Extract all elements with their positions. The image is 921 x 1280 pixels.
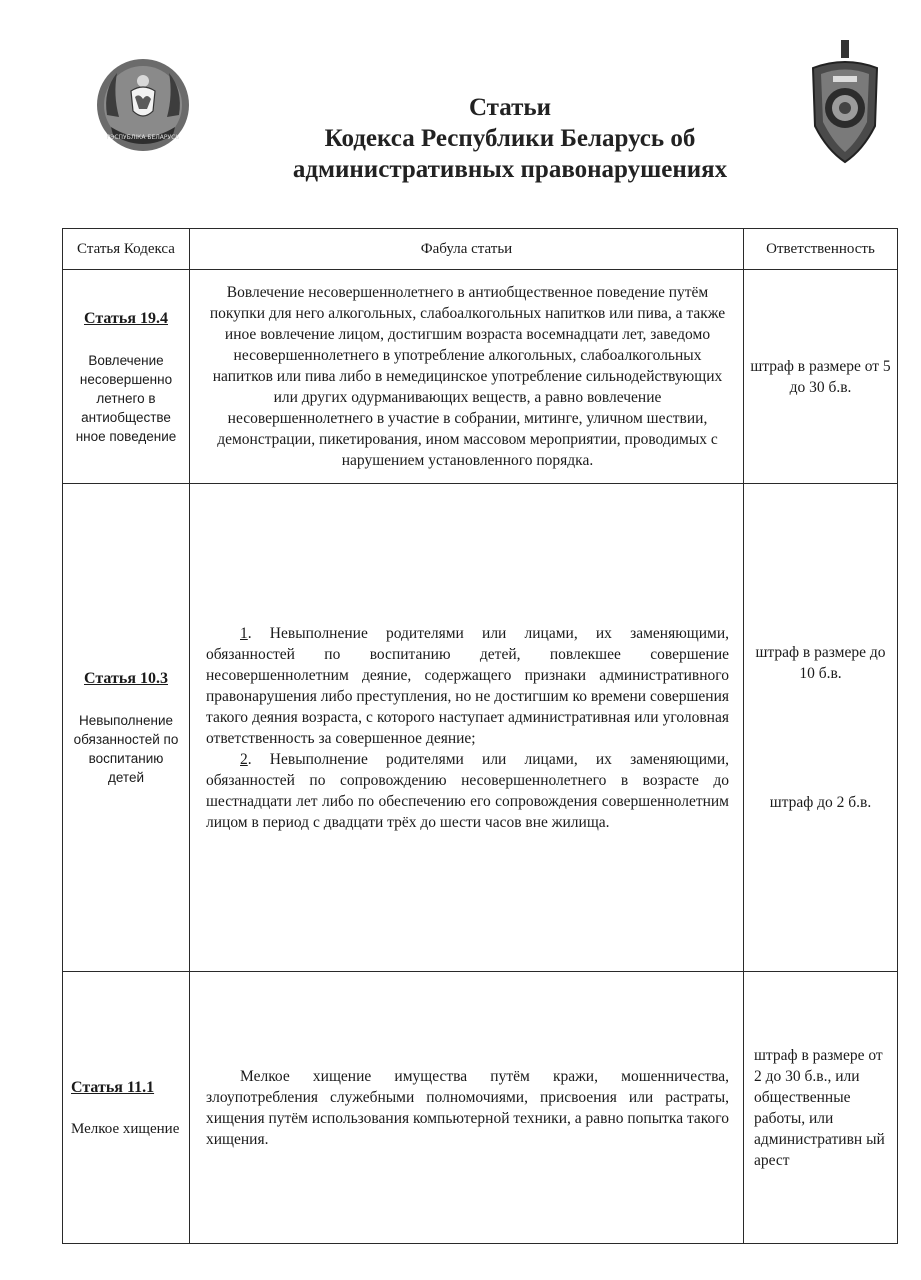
title-line-2: Кодекса Республики Беларусь об xyxy=(324,125,696,152)
article-cell xyxy=(63,972,190,1244)
article-name: Невыполнение обязанностей по воспитанию детей xyxy=(73,713,179,785)
svg-text:РЭСПУБЛІКА БЕЛАРУСЬ: РЭСПУБЛІКА БЕЛАРУСЬ xyxy=(106,134,180,141)
article-number: Статья 10.3 xyxy=(84,670,168,687)
part-2-number: 2 xyxy=(240,750,248,768)
table-row xyxy=(63,484,898,972)
article-number: Статья 19.4 xyxy=(84,309,168,327)
header-description: Фабула статьи xyxy=(190,229,744,270)
article-cell xyxy=(63,484,190,972)
description-part-2 xyxy=(206,749,729,833)
article-name: Мелкое хищение xyxy=(71,1120,180,1137)
responsibility-cell: штраф в размере от 2 до 30 б.в., или общественные работы, или административн ый арест xyxy=(744,972,898,1244)
table-row xyxy=(63,270,898,484)
description-part-1 xyxy=(206,623,729,749)
table-row xyxy=(63,972,898,1244)
responsibility-part-2: штраф до 2 б.в. xyxy=(769,794,872,811)
header-responsibility: Ответственность xyxy=(744,229,898,270)
coat-of-arms-icon xyxy=(93,55,193,155)
article-name: Вовлечение несовершенно летнего в антиобществе нное поведение xyxy=(75,352,177,444)
header-article: Статья Кодекса xyxy=(63,229,190,270)
page-title xyxy=(200,92,820,185)
article-cell xyxy=(63,270,190,484)
article-description xyxy=(190,484,744,972)
responsibility-cell: штраф в размере от 5 до 30 б.в. xyxy=(744,270,898,484)
title-line-3: административных правонарушениях xyxy=(292,156,728,183)
description-text: Мелкое хищение имущества путём кражи, мошенничества, злоупотребления служебными полномочиями, присвоения или растраты, хищения путём использования компьютерной техники, а равно попытка такого хищения. xyxy=(206,1067,730,1148)
articles-table xyxy=(62,228,898,1244)
part-1-text: . Невыполнение родителями или лицами, их заменяющими, обязанностей по воспитанию детей, повлекшее совершение несовершеннолетним деяние, содержащего признаки административного правонарушения либо преступления, но не достигшим ко времени совершения такого деяния возраста, с которого наступает административная или уголовная ответственность за совершенное деяние; xyxy=(206,624,729,747)
article-description xyxy=(190,270,744,484)
article-description xyxy=(190,972,744,1244)
responsibility-cell xyxy=(744,484,898,972)
title-line-1: Статьи xyxy=(468,94,552,121)
part-1-number: 1 xyxy=(240,624,248,642)
part-2-text: . Невыполнение родителями или лицами, их заменяющими, обязанностей по сопровождению несовершеннолетнего в возрасте до шестнадцати лет либо по обеспечению его сопровождения совершеннолетним лицом в период с двадцати трёх до шести часов вне жилища. xyxy=(206,750,729,831)
description-text: Вовлечение несовершеннолетнего в антиобщественное поведение путём покупки для него алкогольных, слабоалкогольных напитков или пива, а также иное вовлечение лицом, достигшим возраста восемнадцати лет, заведомо несовершеннолетнего в употребление алкогольных, слабоалкогольных напитков или пива либо в немедицинское употребление сильнодействующих или других одурманивающих веществ, а равно вовлечение несовершеннолетнего в участие в собрании, митинге, уличном шествии, демонстрации, пикетирования, ином массовом мероприятии, проводимых с нарушением установленного порядка. xyxy=(209,284,726,469)
article-number: Статья 11.1 xyxy=(71,1078,155,1096)
responsibility-part-1: штраф в размере до 10 б.в. xyxy=(755,644,886,682)
table-header-row xyxy=(63,229,898,270)
